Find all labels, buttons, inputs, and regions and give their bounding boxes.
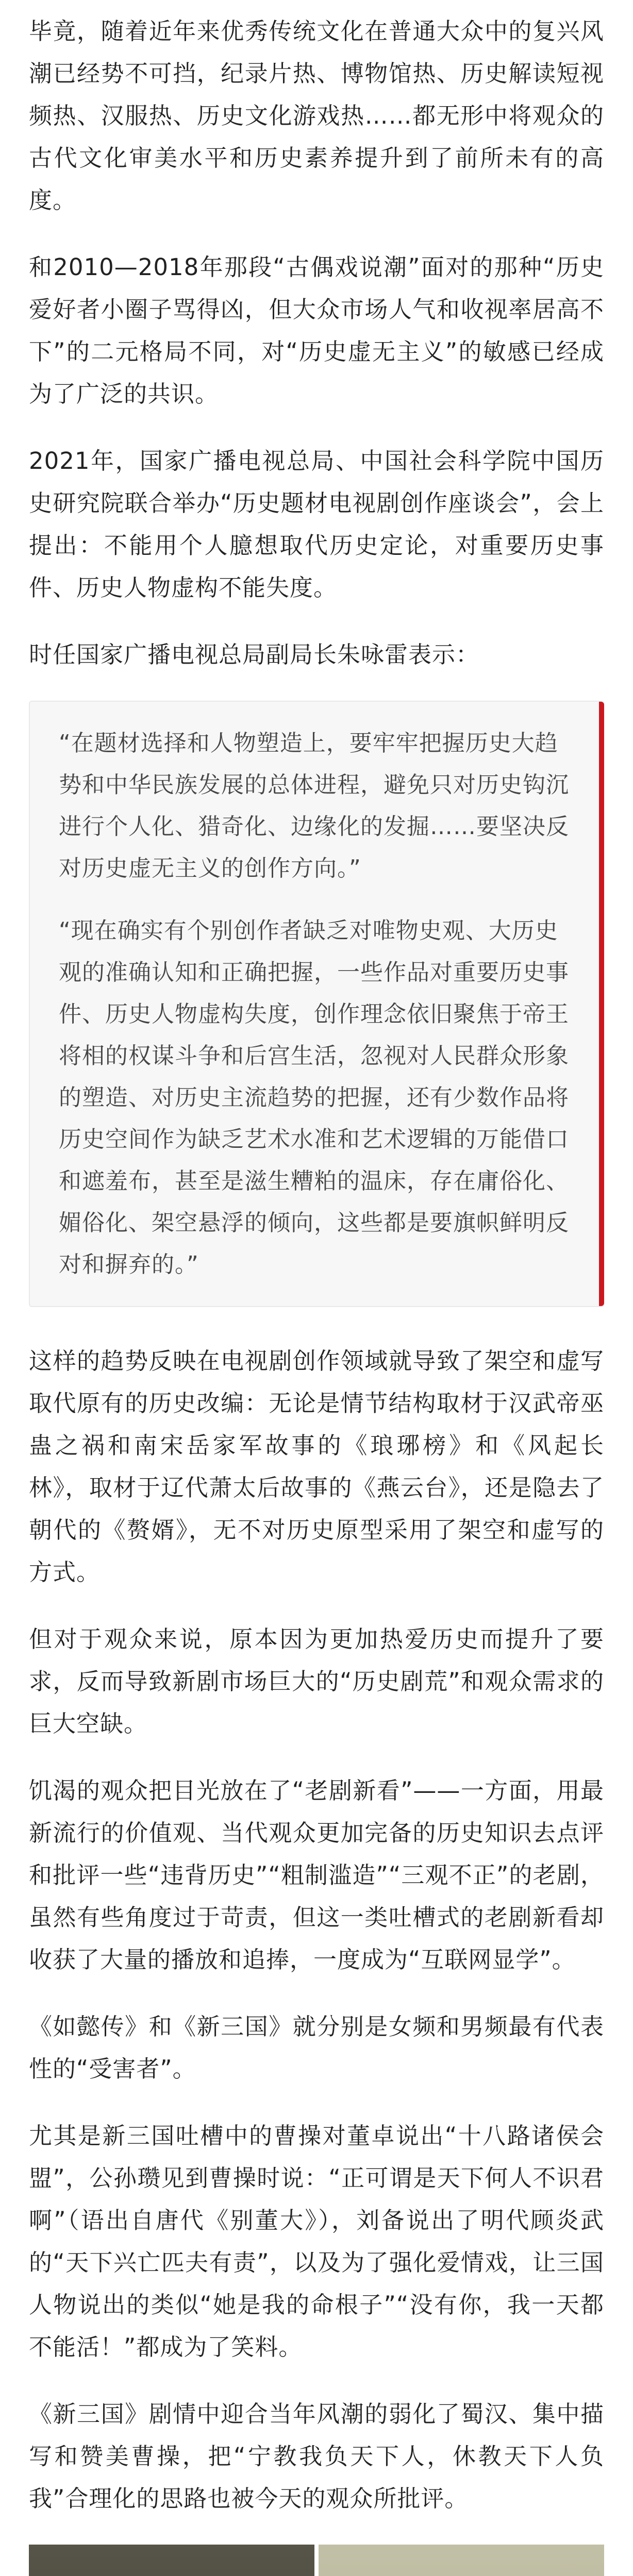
paragraph: 毕竟，随着近年来优秀传统文化在普通大众中的复兴风潮已经势不可挡，纪录片热、博物馆热、历史解读短视频热、汉服热、历史文化游戏热……都无形中将观众的古代文化审美水平和历史素养提升到了前所未有的高度。 [29, 18, 604, 214]
paragraph: 和2010—2018年那段“古偶戏说潮”面对的那种“历史爱好者小圈子骂得凶，但大众市场人气和收视率居高不下”的二元格局不同，对“历史虚无主义”的敏感已经成为了广泛的共识。 [29, 253, 604, 408]
paragraph: 2021年，国家广播电视总局、中国社会科学院中国历史研究院联合举办“历史题材电视剧创作座谈会”，会上提出：不能用个人臆想取代历史定论，对重要历史事件、历史人物虚构不能失度。 [29, 447, 604, 601]
paragraph: 这样的趋势反映在电视剧创作领域就导致了架空和虚写取代原有的历史改编：无论是情节结构取材于汉武帝巫蛊之祸和南宋岳家军故事的《琅琊榜》和《风起长林》，取材于辽代萧太后故事的《燕云台》，还是隐去了朝代的《赘婿》，无不对历史原型采用了架空和虚写的方式。 [29, 1347, 604, 1586]
paragraph: 时任国家广播电视总局副局长朱咏雷表示： [29, 641, 480, 668]
blockquote [29, 701, 604, 1307]
quote-paragraph: “现在确实有个别创作者缺乏对唯物史观、大历史观的准确认知和正确把握，一些作品对重要历史事件、历史人物虚构失度，创作理念依旧聚焦于帝王将相的权谋斗争和后宫生活，忽视对人民群众形象的塑造、对历史主流趋势的把握，还有少数作品将历史空间作为缺乏艺术水准和艺术逻辑的万能借口和遮羞布，甚至是滋生糟粕的温床，存在庸俗化、媚俗化、架空悬浮的倾向，这些都是要旗帜鲜明反对和摒弃的。” [59, 918, 569, 1278]
quote-paragraph: “在题材选择和人物塑造上，要牢牢把握历史大趋势和中华民族发展的总体进程，避免只对历史钩沉进行个人化、猎奇化、边缘化的发掘……要坚决反对历史虚无主义的创作方向。” [59, 730, 569, 882]
paragraph: 《新三国》剧情中迎合当年风潮的弱化了蜀汉、集中描写和赞美曹操，把“宁教我负天下人，休教天下人负我”合理化的思路也被今天的观众所批评。 [29, 2400, 604, 2512]
armored-general-image [29, 2545, 314, 2576]
tv-still-left[interactable] [29, 2545, 314, 2576]
paragraph: 但对于观众来说，原本因为更加热爱历史而提升了要求，反而导致新剧市场巨大的“历史剧荒”和观众需求的巨大空缺。 [29, 1625, 604, 1737]
tv-still-right[interactable] [319, 2545, 604, 2576]
young-lord-image [319, 2545, 604, 2576]
paragraph: 饥渴的观众把目光放在了“老剧新看”——一方面，用最新流行的价值观、当代观众更加完备的历史知识去点评和批评一些“违背历史”“粗制滥造”“三观不正”的老剧，虽然有些角度过于苛责，但这一类吐槽式的老剧新看却收获了大量的播放和追捧，一度成为“互联网显学”。 [29, 1777, 604, 1973]
paragraph: 《如懿传》和《新三国》就分别是女频和男频最有代表性的“受害者”。 [29, 2013, 604, 2082]
paragraph: 尤其是新三国吐槽中的曹操对董卓说出“十八路诸侯会盟”，公孙瓒见到曹操时说：“正可谓是天下何人不识君啊”（语出自唐代《别董大》），刘备说出了明代顾炎武的“天下兴亡匹夫有责”，以及为了强化爱情戏，让三国人物说出的类似“她是我的命根子”“没有你，我一天都不能活！”都成为了笑料。 [29, 2122, 604, 2361]
image-pair [29, 2545, 604, 2576]
